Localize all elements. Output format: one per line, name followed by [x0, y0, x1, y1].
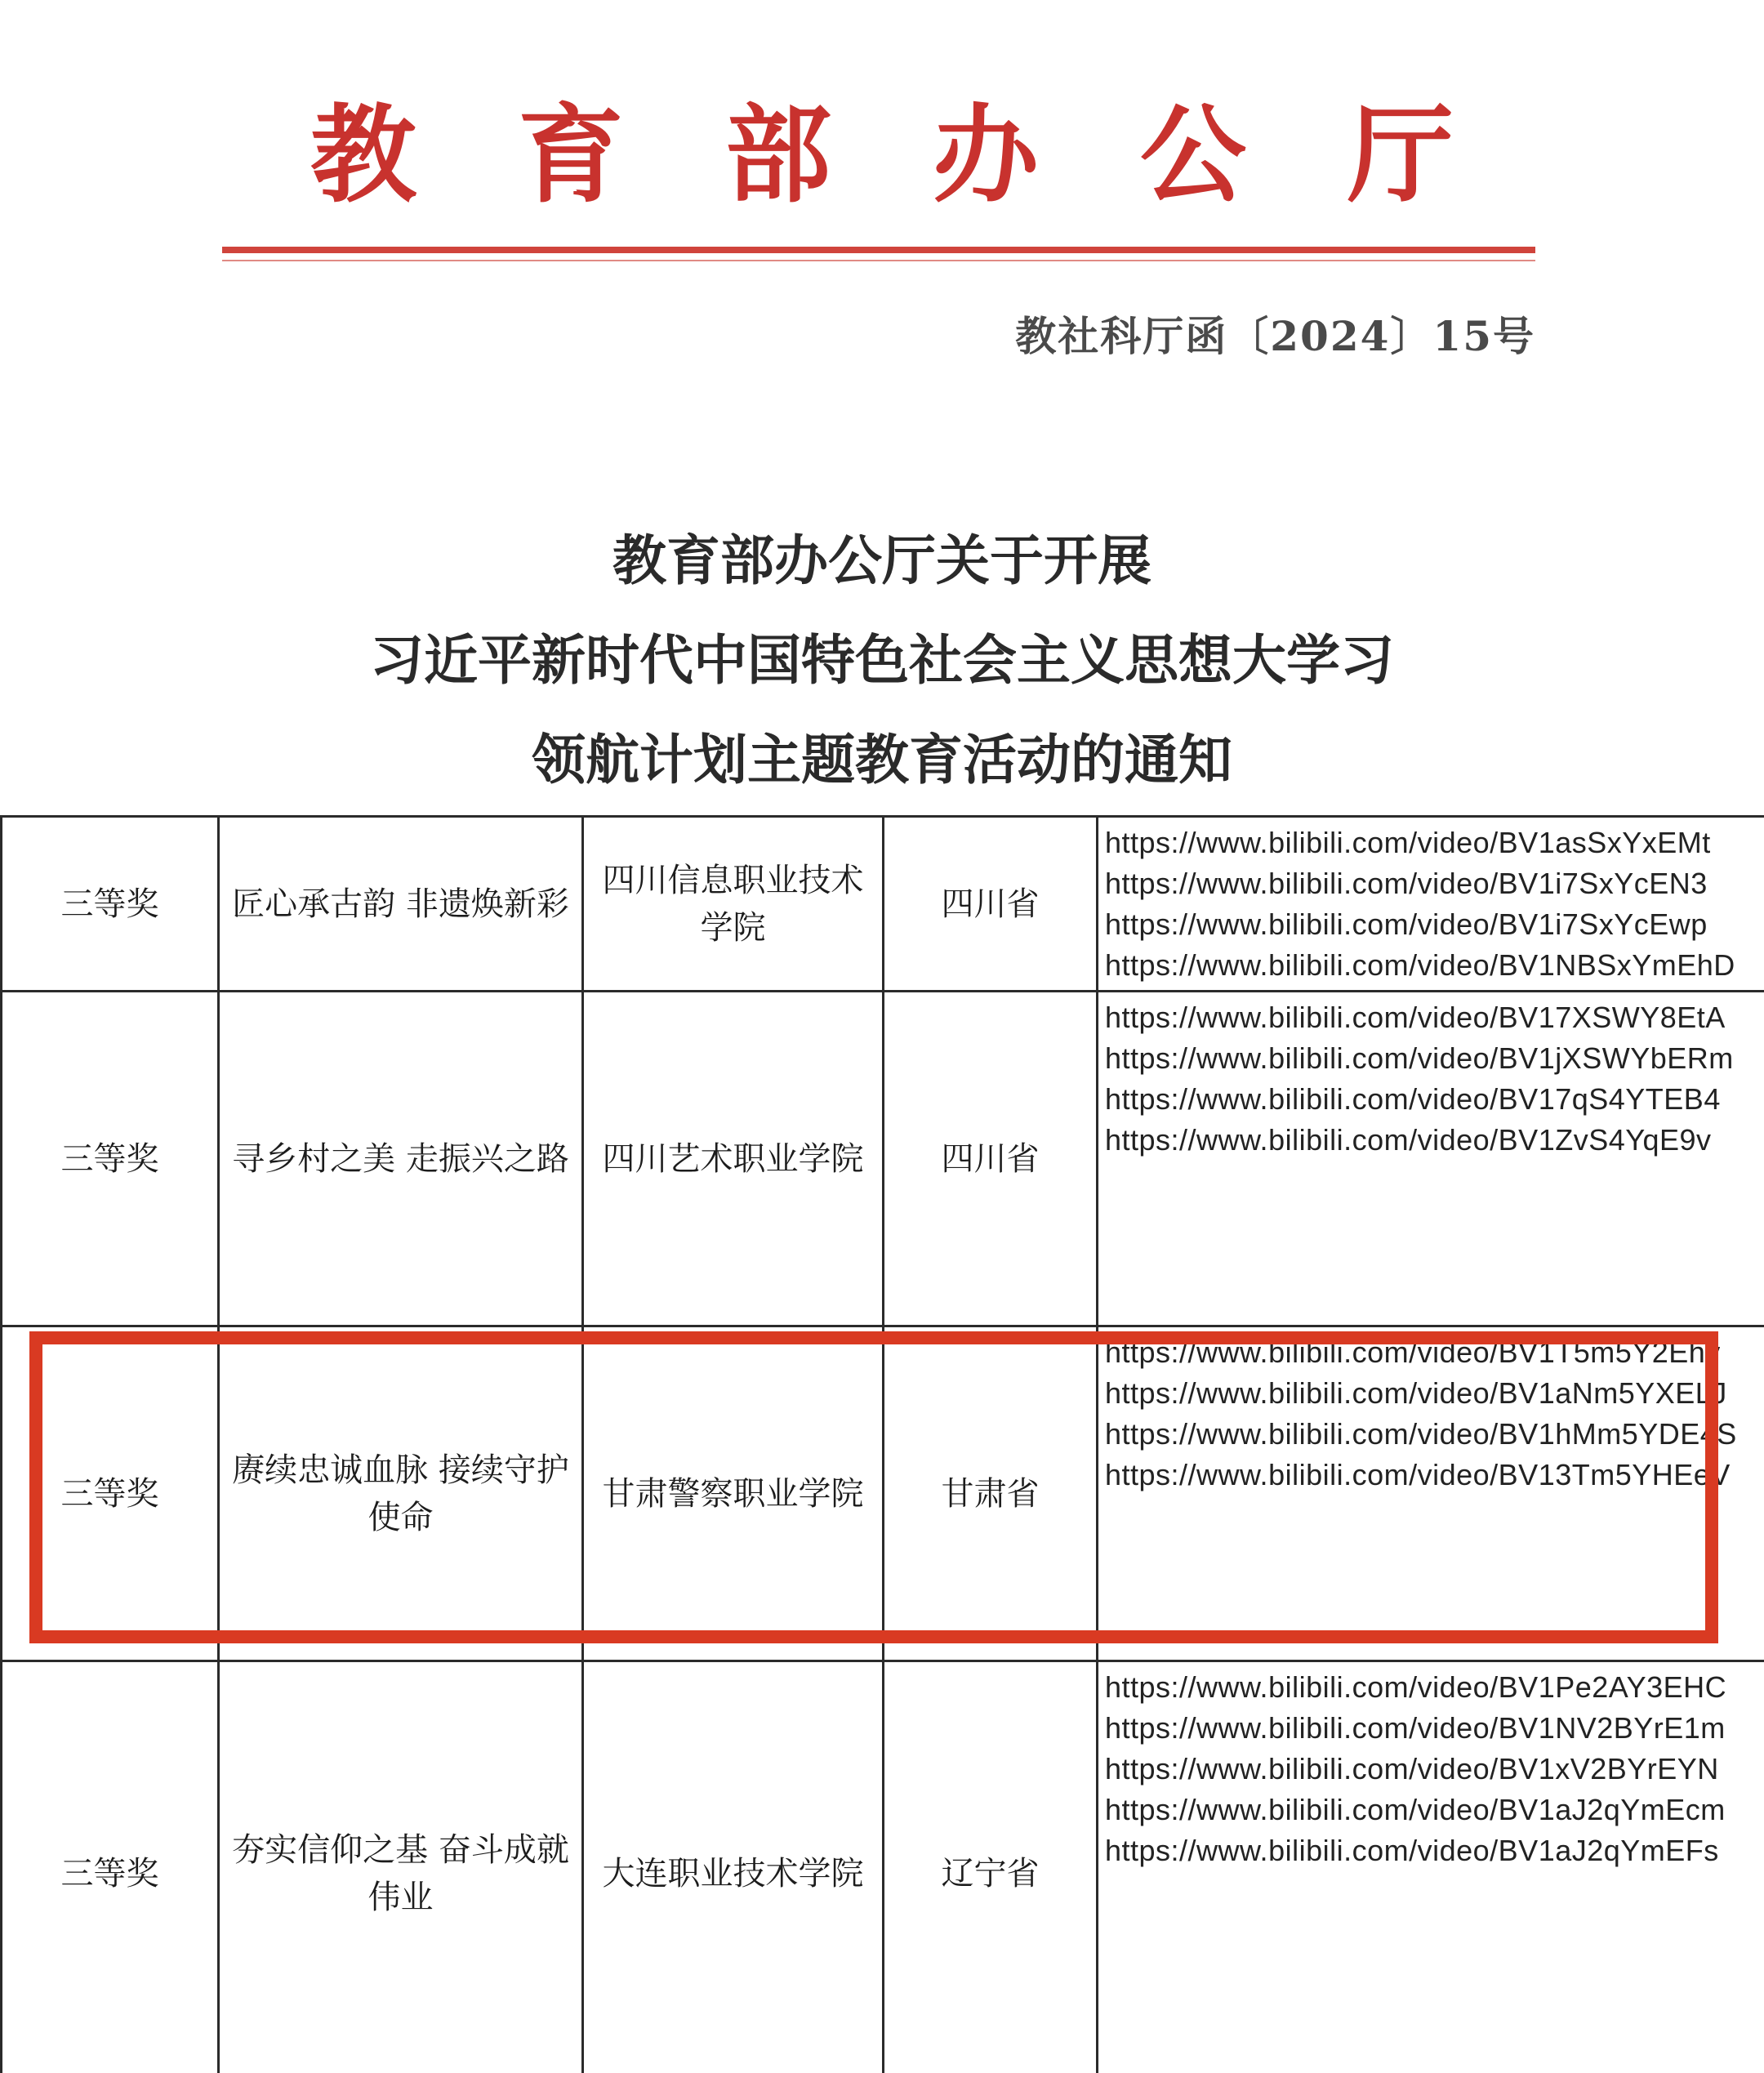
video-link[interactable]: https://www.bilibili.com/video/BV1NV2BYrE1m: [1105, 1711, 1726, 1745]
video-link[interactable]: https://www.bilibili.com/video/BV1aJ2qYmEcm: [1105, 1793, 1726, 1826]
letterhead-red-rule-thin: [222, 260, 1535, 261]
province-cell: 辽宁省: [884, 1661, 1098, 2073]
work-title-cell: 赓续忠诚血脉 接续守护使命: [219, 1326, 583, 1661]
video-link[interactable]: https://www.bilibili.com/video/BV1asSxYxEMt: [1105, 826, 1711, 859]
school-cell: 四川信息职业技术学院: [583, 817, 884, 992]
award-level-cell: 三等奖: [2, 1661, 219, 2073]
subject-line: 习近平新时代中国特色社会主义思想大学习: [370, 628, 1394, 692]
video-links-cell: [1098, 1661, 1764, 2073]
table-row: [2, 1661, 1764, 2073]
document-subject: [0, 510, 1764, 809]
award-level-cell: 三等奖: [2, 992, 219, 1326]
video-link[interactable]: https://www.bilibili.com/video/BV1i7SxYcEN3: [1105, 867, 1708, 900]
agency-title-char: 部: [724, 92, 831, 217]
video-link[interactable]: https://www.bilibili.com/video/BV1aNm5YXELJ: [1105, 1376, 1727, 1410]
agency-title-char: 公: [1139, 92, 1246, 217]
video-links-cell: [1098, 992, 1764, 1326]
video-link[interactable]: https://www.bilibili.com/video/BV1NBSxYmEhD: [1105, 948, 1735, 982]
document-number: 教社科厅函〔2024〕15号: [1015, 312, 1535, 360]
award-level-cell: 三等奖: [2, 817, 219, 992]
school-cell: 四川艺术职业学院: [583, 992, 884, 1326]
award-table-section: [0, 815, 1764, 2073]
video-links-cell: [1098, 817, 1764, 992]
province-cell: 甘肃省: [884, 1326, 1098, 1661]
table-row-highlighted: [2, 1326, 1764, 1661]
agency-title-char: 教: [310, 92, 417, 217]
video-link[interactable]: https://www.bilibili.com/video/BV13Tm5YHEeV: [1105, 1458, 1731, 1491]
agency-title-char: 育: [517, 92, 624, 217]
video-link[interactable]: https://www.bilibili.com/video/BV1xV2BYrEYN: [1105, 1752, 1719, 1785]
award-level-cell: 三等奖: [2, 1326, 219, 1661]
school-cell: 甘肃警察职业学院: [583, 1326, 884, 1661]
document-letterhead: [0, 0, 1764, 809]
agency-title-char: 办: [932, 92, 1039, 217]
subject-line: 教育部办公厅关于开展: [612, 528, 1152, 592]
video-link[interactable]: https://www.bilibili.com/video/BV1aJ2qYmEFs: [1105, 1834, 1719, 1867]
subject-line: 领航计划主题教育活动的通知: [532, 728, 1232, 791]
award-table: [0, 815, 1764, 2073]
video-link[interactable]: https://www.bilibili.com/video/BV1Pe2AY3EHC: [1105, 1670, 1727, 1704]
video-link[interactable]: https://www.bilibili.com/video/BV17qS4YTEB4: [1105, 1082, 1721, 1116]
province-cell: 四川省: [884, 992, 1098, 1326]
agency-title-char: 厅: [1347, 92, 1454, 217]
video-links-cell: [1098, 1326, 1764, 1661]
province-cell: 四川省: [884, 817, 1098, 992]
video-link[interactable]: https://www.bilibili.com/video/BV1hMm5YDE4S: [1105, 1417, 1737, 1451]
school-cell: 大连职业技术学院: [583, 1661, 884, 2073]
letterhead-red-rule: [222, 247, 1535, 253]
video-link[interactable]: https://www.bilibili.com/video/BV1ZvS4YqE9v: [1105, 1123, 1712, 1157]
work-title-cell: 匠心承古韵 非遗焕新彩: [219, 817, 583, 992]
video-link[interactable]: https://www.bilibili.com/video/BV17XSWY8EtA: [1105, 1001, 1726, 1034]
table-row: [2, 817, 1764, 992]
video-link[interactable]: https://www.bilibili.com/video/BV1T5m5Y2Ehv: [1105, 1335, 1721, 1369]
work-title-cell: 寻乡村之美 走振兴之路: [219, 992, 583, 1326]
table-row: [2, 992, 1764, 1326]
work-title-cell: 夯实信仰之基 奋斗成就伟业: [219, 1661, 583, 2073]
video-link[interactable]: https://www.bilibili.com/video/BV1i7SxYcEwp: [1105, 907, 1708, 941]
agency-title: [310, 90, 1454, 221]
video-link[interactable]: https://www.bilibili.com/video/BV1jXSWYbERm: [1105, 1041, 1734, 1075]
